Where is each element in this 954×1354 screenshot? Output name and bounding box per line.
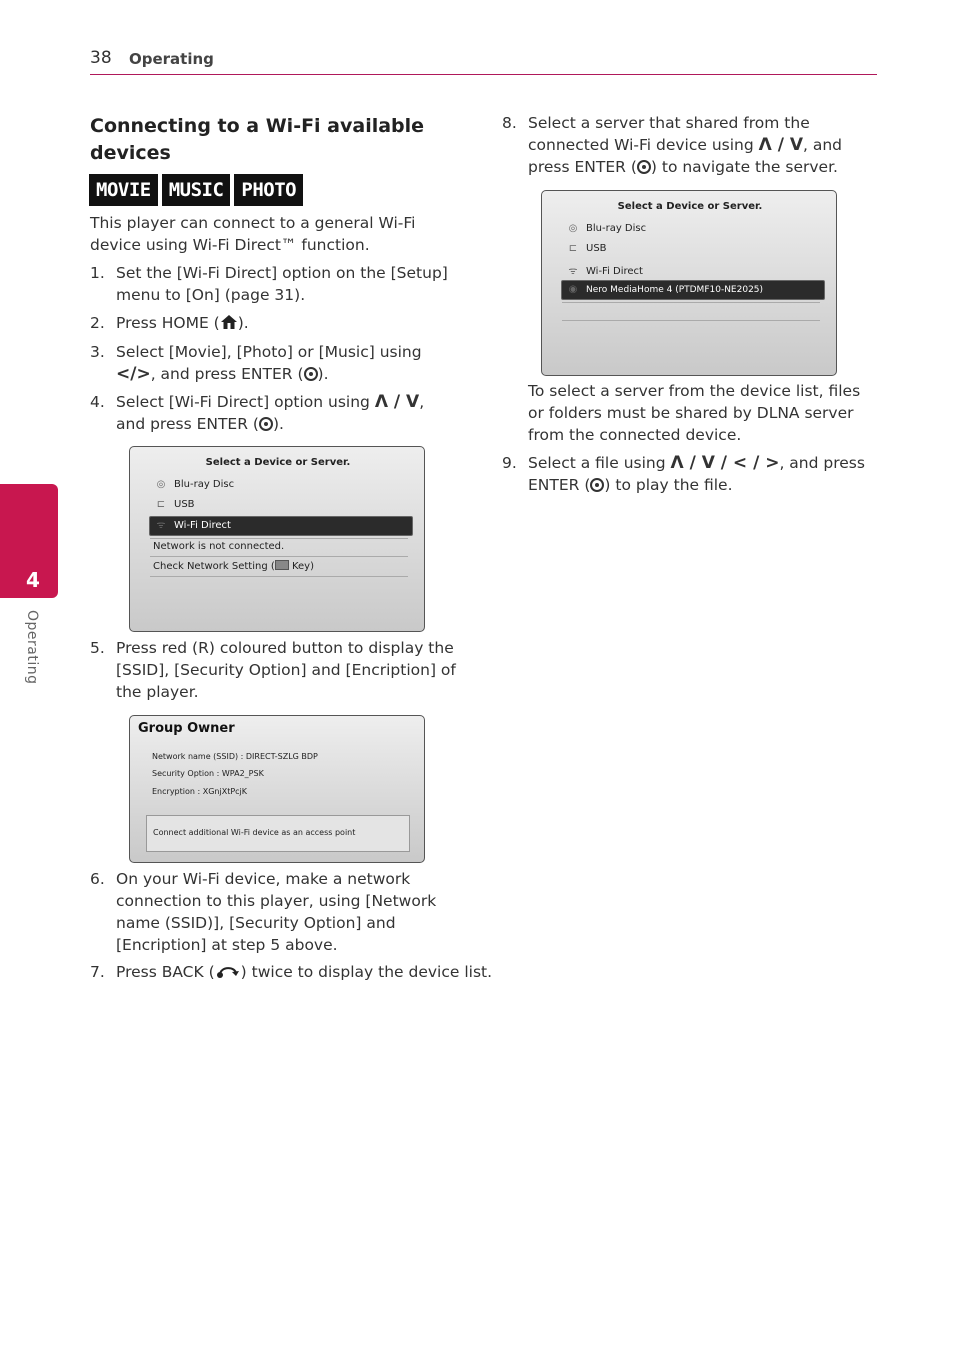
step-4 [90,391,460,435]
access-point-option: Connect additional Wi-Fi device as an access point [146,815,410,852]
step-text: On your Wi-Fi device, make a network connection to this player, using [Network name (SSID)], [Security Option] and [Encription] at step 5 above. [116,870,437,954]
divider [562,302,820,303]
check-text: Check Network Setting ( [153,561,275,572]
step-9 [502,452,878,496]
menu-item-usb [566,243,607,254]
step-text-part: ). [317,365,329,383]
network-status: Network is not connected. [153,541,285,552]
step-8 [502,112,878,178]
step-7 [90,961,493,983]
step-number: 5. [90,639,105,657]
music-badge: MUSIC [163,175,230,205]
step-text-part: ) to navigate the server. [650,158,838,176]
step-text [116,961,493,983]
enter-icon [259,417,273,431]
menu-item-label: Blu-ray Disc [174,479,235,490]
menu-item-label: Nero MediaHome 4 (PTDMF10-NE2025) [586,285,764,295]
step-text-part: Press BACK ( [116,963,215,981]
menu-item-label: Blu-ray Disc [586,223,647,234]
step-text-part: Select [Movie], [Photo] or [Music] using [116,343,422,361]
step-text [116,391,456,435]
menu-item-label: USB [174,499,195,510]
home-icon [220,314,238,332]
direction-arrows-icon: Λ / V / < / > [670,453,780,473]
step-text-part: Select a server that shared from the connected Wi-Fi device using [528,114,810,154]
section-title: Operating [129,50,214,68]
step-text-part: Select a file using [528,454,671,472]
security-value: WPA2_PSK [221,769,264,778]
enter-icon [637,160,651,174]
step-text-part: ). [237,314,249,332]
divider [150,576,408,577]
step-number: 4. [90,393,105,411]
encryption-label: Encryption : [152,787,201,796]
menu-item-bluray [154,479,234,490]
divider [562,320,820,321]
step-text-part: Select [Wi-Fi Direct] option using [116,393,375,411]
chapter-label: Operating [24,610,40,685]
step-6 [90,868,462,956]
menu-item-bluray [566,223,646,234]
divider [150,538,408,539]
step-text-part: ) to play the file. [604,476,733,494]
step-text-part: , and press ENTER ( [528,454,865,494]
step-number: 9. [502,454,517,472]
page-heading: Connecting to a Wi-Fi available devices [90,115,425,164]
step-text-part: , and press ENTER ( [528,136,843,176]
step-text-part: ) twice to display the device list. [240,963,493,981]
usb-icon: ⊏ [568,243,578,254]
step-text [528,452,876,496]
screen-title: Select a Device or Server. [617,201,763,212]
back-icon [215,963,241,981]
server-note: To select a server from the device list, files or folders must be shared by DLNA server from the connected device. [528,382,861,444]
server-list-screenshot [541,190,837,376]
step-text-part: Press HOME ( [116,314,220,332]
enter-icon [590,478,604,492]
menu-item-nero-server [561,280,825,300]
intro-paragraph: This player can connect to a general Wi-Fi device using Wi-Fi Direct™ function. [90,214,416,254]
key-icon [275,560,289,570]
device-list-screenshot [129,446,425,632]
step-text-part: ). [272,415,284,433]
step-1 [90,262,460,306]
step-number: 3. [90,343,105,361]
step-text [116,341,456,385]
step-text: Set the [Wi-Fi Direct] option on the [Setup] menu to [On] (page 31). [116,264,448,304]
chapter-number: 4 [26,568,40,592]
media-badges [90,175,302,205]
check-text: Key) [288,561,314,572]
wifi-icon: ᯤ [568,266,578,277]
photo-badge: PHOTO [235,175,302,205]
menu-item-usb [154,499,195,510]
encryption-value: XGnjXtPcjK [202,787,248,796]
up-down-arrows-icon: Λ / V [374,392,420,412]
page-number: 38 [90,48,112,68]
step-number: 1. [90,264,105,282]
ssid-value: DIRECT-SZLG BDP [245,752,318,761]
group-owner-screenshot [129,715,425,863]
screen-title: Select a Device or Server. [205,457,351,468]
left-right-arrows-icon: </> [116,364,151,384]
menu-item-label: Wi-Fi Direct [174,520,231,531]
up-down-arrows-icon: Λ / V [758,135,803,155]
menu-item-wifi-direct [566,263,643,277]
step-text-part: , and press ENTER ( [116,393,425,433]
server-icon: ◉ [568,284,578,295]
wifi-icon: ᯤ [156,520,166,531]
step-number: 2. [90,314,105,332]
ssid-label: Network name (SSID) : [152,752,244,761]
step-number: 8. [502,114,517,132]
step-2 [90,312,460,334]
group-owner-title: Group Owner [138,721,235,736]
encryption-row [152,787,247,796]
divider [150,556,408,557]
disc-icon: ◎ [156,479,166,490]
step-text [116,312,249,334]
usb-icon: ⊏ [156,499,166,510]
menu-item-wifi-direct [149,516,413,536]
step-text [528,112,876,178]
step-5 [90,637,460,703]
enter-icon [304,367,318,381]
header-divider [90,74,877,75]
menu-item-label: Wi-Fi Direct [586,266,643,277]
disc-icon: ◎ [568,223,578,234]
security-row [152,769,264,778]
check-network-setting [153,560,314,572]
step-number: 7. [90,963,105,981]
menu-item-label: USB [586,243,607,254]
step-number: 6. [90,870,105,888]
step-text: Press red (R) coloured button to display the [SSID], [Security Option] and [Encription] of the player. [116,639,456,701]
security-label: Security Option : [152,769,220,778]
step-3 [90,341,460,385]
ssid-row [152,752,318,761]
movie-badge: MOVIE [90,175,157,205]
step-text-part: , and press ENTER ( [150,365,304,383]
